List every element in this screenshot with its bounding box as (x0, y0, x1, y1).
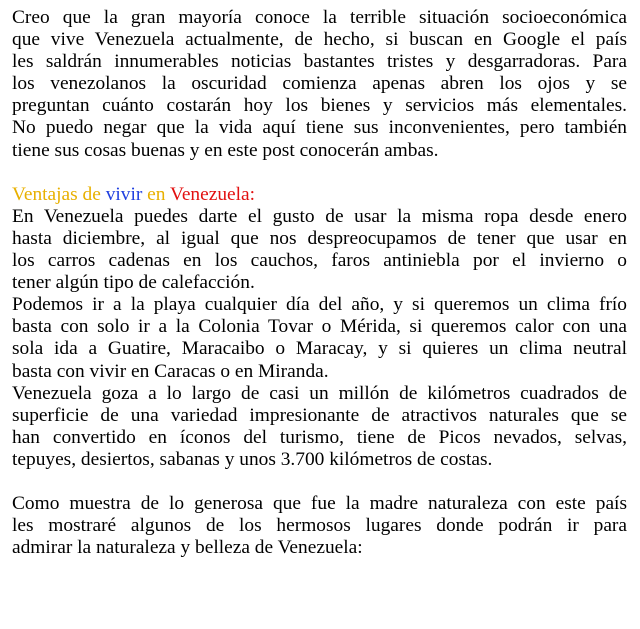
text-line: Creo que la gran mayoría conoce la terrible situación socioeconómica (12, 7, 627, 28)
text-line: basta con solo ir a la Colonia Tovar o Mérida, si queremos calor con una (12, 316, 627, 338)
text-line: No puedo negar que la vida aquí tiene sus inconvenientes, pero también (12, 117, 627, 139)
text-line: tener algún tipo de calefacción. (12, 272, 255, 294)
climate-paragraph (12, 294, 627, 382)
clothes-paragraph (12, 206, 627, 294)
heading-word-en: en (142, 183, 170, 205)
article-body (12, 7, 627, 559)
paragraph-spacer (12, 471, 627, 493)
text-line: que vive Venezuela actualmente, de hecho, si buscan en Google el país (12, 29, 627, 51)
text-line: Venezuela goza a lo largo de casi un millón de kilómetros cuadrados de (12, 382, 627, 404)
text-line: han convertido en íconos del turismo, tiene de Picos nevados, selvas, (12, 426, 627, 448)
paragraph-spacer (12, 162, 627, 184)
text-line: les mostraré algunos de los hermosos lugares donde podrán ir para (12, 515, 627, 537)
text-line: Podemos ir a la playa cualquier día del año, y si queremos un clima frío (12, 294, 627, 316)
text-line: Como muestra de lo generosa que fue la madre naturaleza con este país (12, 493, 627, 515)
text-line: los venezolanos la oscuridad comienza apenas abren los ojos y se (12, 73, 627, 95)
section-heading (12, 184, 627, 206)
text-line: tepuyes, desiertos, sabanas y unos 3.700 kilómetros de costas. (12, 448, 493, 470)
text-line: superficie de una variedad impresionante de atractivos naturales que se (12, 404, 627, 426)
text-line: preguntan cuánto costarán hoy los bienes y servicios más elementales. (12, 95, 627, 117)
nature-paragraph (12, 383, 627, 471)
text-line: admirar la naturaleza y belleza de Venezuela: (12, 537, 363, 559)
text-line: sola ida a Guatire, Maracaibo o Maracay, y si quieres un clima neutral (12, 338, 627, 360)
text-line: tiene sus cosas buenas y en este post conocerán ambas. (12, 139, 439, 161)
heading-word-ventajas: Ventajas de (12, 183, 106, 205)
text-line: hasta diciembre, al igual que nos despreocupamos de tener que usar en (12, 227, 627, 249)
outro-paragraph (12, 493, 627, 559)
text-line: En Venezuela puedes darte el gusto de usar la misma ropa desde enero (12, 205, 627, 227)
text-line: basta con vivir en Caracas o en Miranda. (12, 360, 329, 382)
intro-paragraph (12, 7, 627, 162)
heading-word-venezuela: Venezuela: (169, 183, 256, 205)
heading-word-vivir: vivir (105, 183, 143, 205)
text-line: les saldrán innumerables noticias bastantes tristes y desgarradoras. Para (12, 51, 627, 73)
text-line: los carros cadenas en los cauchos, faros antiniebla por el invierno o (12, 250, 627, 272)
